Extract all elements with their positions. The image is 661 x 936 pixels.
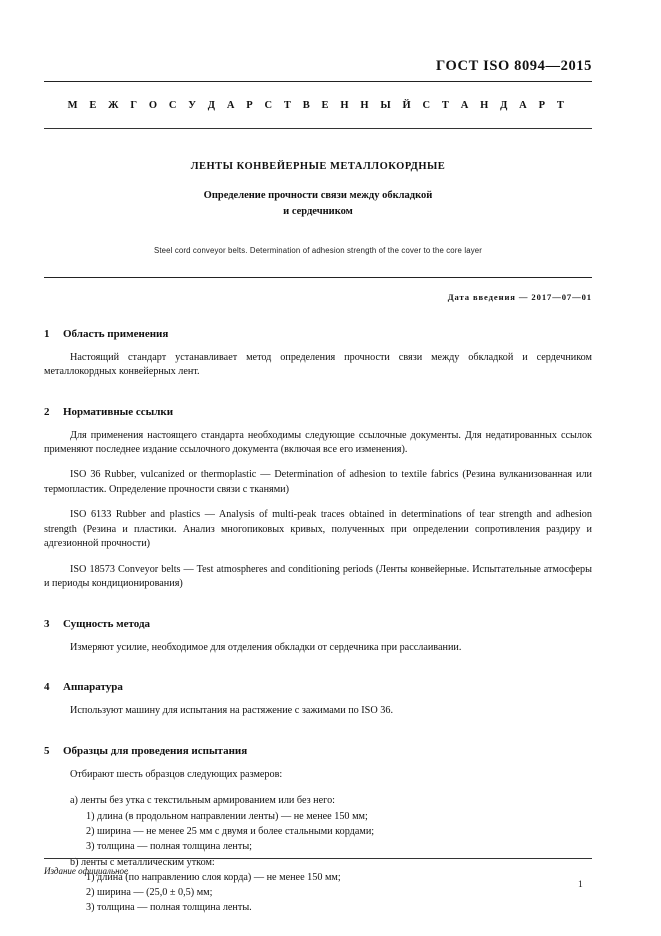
- section-2: [44, 406, 592, 592]
- section-2-reference-iso36: ISO 36 Rubber, vulcanized or thermoplastic — Determination of adhesion to textile fabrics (Резина вулканизованная или термопластик. Определение прочности связи с тканями): [44, 469, 592, 495]
- page-subtitle: [44, 188, 592, 221]
- section-4: [44, 681, 592, 718]
- list-item: 2) ширина — (25,0 ± 0,5) мм;: [86, 887, 213, 899]
- section-3-heading: [44, 618, 592, 630]
- page-title: ЛЕНТЫ КОНВЕЙЕРНЫЕ МЕТАЛЛОКОРДНЫЕ: [190, 161, 446, 172]
- title-rule: [44, 277, 592, 278]
- section-3-title: Сущность метода: [63, 617, 151, 630]
- section-1-heading: [44, 328, 592, 340]
- section-3-paragraph-1: Измеряют усилие, необходимое для отделения обкладки от сердечника при расслаивании.: [70, 641, 462, 653]
- section-5-title: Образцы для проведения испытания: [63, 744, 248, 757]
- section-5-list: [44, 793, 592, 915]
- introduction-date: Дата введения — 2017—07—01: [447, 291, 592, 302]
- header-rule-secondary: [44, 128, 592, 129]
- section-1-number: 1: [44, 327, 50, 340]
- official-edition-note: Издание официальное: [44, 866, 129, 876]
- subtitle-line-1: Определение прочности связи между обкладкой: [203, 190, 433, 201]
- list-item: 1) длина (по направлению слоя корда) — не менее 150 мм;: [86, 871, 341, 883]
- section-2-heading: [44, 406, 592, 418]
- list-item: 3) толщина — полная толщина ленты.: [86, 902, 252, 914]
- list-item: 1) длина (в продольном направлении ленты) — не менее 150 мм;: [86, 810, 368, 822]
- section-1-title: Область применения: [63, 327, 169, 340]
- section-1-paragraph-1: Настоящий стандарт устанавливает метод определения прочности связи между обкладкой и сердечником металлокордных конвейерных лент.: [44, 351, 592, 378]
- list-item: 2) ширина — не менее 25 мм с двумя и более стальными кордами;: [86, 825, 375, 837]
- section-5: [44, 745, 592, 916]
- section-4-title: Аппаратура: [63, 681, 123, 694]
- list-item: a) ленты без утка с текстильным армированием или без него:: [70, 795, 336, 807]
- section-4-heading: [44, 681, 592, 693]
- header-rule: [44, 81, 592, 82]
- section-3: [44, 618, 592, 655]
- section-2-paragraph-1: Для применения настоящего стандарта необходимы следующие ссылочные документы. Для недатированных ссылок применяют последнее издание ссылочного документа (включая все его изменения).: [44, 429, 592, 455]
- section-3-number: 3: [44, 617, 50, 630]
- section-1: [44, 328, 592, 380]
- section-2-title: Нормативные ссылки: [63, 405, 174, 418]
- page-number: 1: [578, 880, 583, 890]
- section-5-heading: [44, 745, 592, 757]
- section-2-reference-iso18573: ISO 18573 Conveyor belts — Test atmospheres and conditioning periods (Ленты конвейерные. Испытательные атмосферы и периоды кондиционирования): [44, 563, 592, 590]
- subtitle-line-2: и сердечником: [283, 206, 353, 218]
- section-4-number: 4: [44, 681, 50, 694]
- section-4-paragraph-1: Используют машину для испытания на растяжение с зажимами по ISO 36.: [70, 705, 393, 717]
- document-code: ГОСТ ISO 8094—2015: [436, 58, 592, 74]
- list-item: b) ленты с металлическим утком:: [70, 856, 215, 868]
- section-5-paragraph-1: Отбирают шесть образцов следующих размеров:: [70, 768, 283, 780]
- section-2-reference-iso6133: ISO 6133 Rubber and plastics — Analysis of multi-peak traces obtained in determinations of tear strength and adhesion strength (Резина и пластики. Анализ многопиковых кривых, полученных при определении сопротивления раздиру и адгезионной прочности): [44, 509, 592, 550]
- section-5-number: 5: [44, 744, 50, 757]
- page-content: [44, 0, 592, 916]
- title-english: Steel cord conveyor belts. Determination of adhesion strength of the cover to the core layer: [153, 245, 482, 255]
- footer-rule: [44, 858, 592, 859]
- section-2-number: 2: [44, 405, 50, 418]
- standard-kind-title: М Е Ж Г О С У Д А Р С Т В Е Н Н Ы Й С Т А Н Д А Р Т: [67, 100, 569, 111]
- list-item: 3) толщина — полная толщина ленты;: [86, 841, 253, 853]
